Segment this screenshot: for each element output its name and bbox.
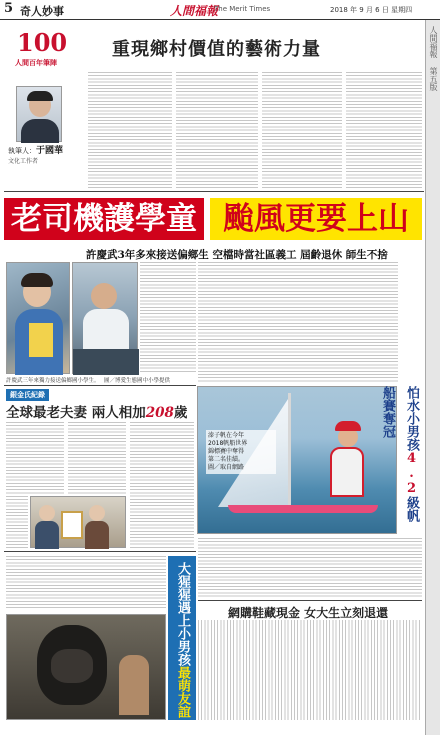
feature-body-col2 — [176, 72, 258, 188]
footer-story-divider — [198, 600, 422, 601]
author-name: 于國華 — [36, 146, 64, 156]
banner-subtitle: 許慶武3年多來接送偏鄉生 空檔時當社區義工 屆齡退休 師生不捨 — [86, 249, 388, 261]
photo-gorilla — [6, 614, 166, 720]
logo-100: 100 — [17, 28, 68, 57]
feature-logo — [15, 28, 75, 68]
bus-story-body-right — [198, 262, 398, 382]
feature-divider — [4, 191, 424, 192]
sailing-headline: 怕水小男孩4.2級帆船賽奪冠 — [380, 386, 419, 522]
logo-caption: 人間百年筆陣 — [15, 59, 57, 67]
footer-story-headline: 網購鞋藏現金 女大生立刻退還 — [228, 606, 389, 620]
paper-logo-en: The Merit Times — [214, 5, 271, 13]
section-label: 奇人妙事 — [20, 5, 64, 18]
couple-body-left — [6, 496, 28, 548]
author-label: 執筆人：于國華 — [8, 146, 64, 156]
main-banner — [4, 196, 424, 246]
couple-body-col3 — [130, 422, 194, 548]
issue-date: 2018 年 9 月 6 日 星期四 — [330, 6, 413, 14]
author-title: 文化工作者 — [8, 158, 39, 165]
photo-elderly-couple — [30, 496, 126, 548]
feature-body-col4 — [346, 72, 422, 188]
photo-girl-on-bus — [6, 262, 70, 374]
photo-driver-and-kids — [72, 262, 138, 374]
feature-body-col3 — [262, 72, 342, 188]
couple-body-col1 — [6, 422, 64, 494]
couple-headline: 全球最老夫妻 兩人相加208歲 — [6, 405, 188, 421]
feature-body-col1 — [88, 72, 172, 188]
couple-divider — [4, 551, 196, 552]
footer-story-body — [198, 620, 422, 720]
bus-story-col — [140, 262, 196, 374]
paper-logo: 人間福報 — [170, 4, 219, 18]
couple-body-col2 — [68, 422, 126, 494]
page-number: 5 — [4, 1, 14, 16]
banner-left-text: 老司機護學童 — [4, 198, 204, 240]
bus-photo-caption: 許慶武三年來獨力接送偏鄉國小學生。 — [6, 378, 100, 384]
couple-age: 208 — [145, 405, 174, 421]
sailing-photo-caption: 溱子帆在今年 2018帆船世界 錦標賽中奪得 第二名佳績。 圖／取自網路 — [206, 430, 276, 474]
right-sidebar — [425, 20, 440, 735]
gorilla-headline: 大猩猩遇上小男孩最萌友誼 — [168, 556, 196, 720]
bus-photo-credit: 圖／博愛生態國中小學提供 — [104, 378, 171, 384]
right-lower-body — [198, 538, 422, 598]
gorilla-body-top — [6, 556, 166, 610]
couple-kicker: 銀金氏紀錄 — [6, 389, 49, 401]
banner-right-text: 颱風更要上山 — [210, 198, 422, 240]
sidebar-label: 人間福報 第五版 — [429, 26, 438, 91]
author-portrait — [16, 86, 62, 142]
feature-headline: 重現鄉村價值的藝術力量 — [112, 39, 321, 60]
bus-section-divider — [4, 385, 196, 386]
masthead — [0, 0, 440, 20]
